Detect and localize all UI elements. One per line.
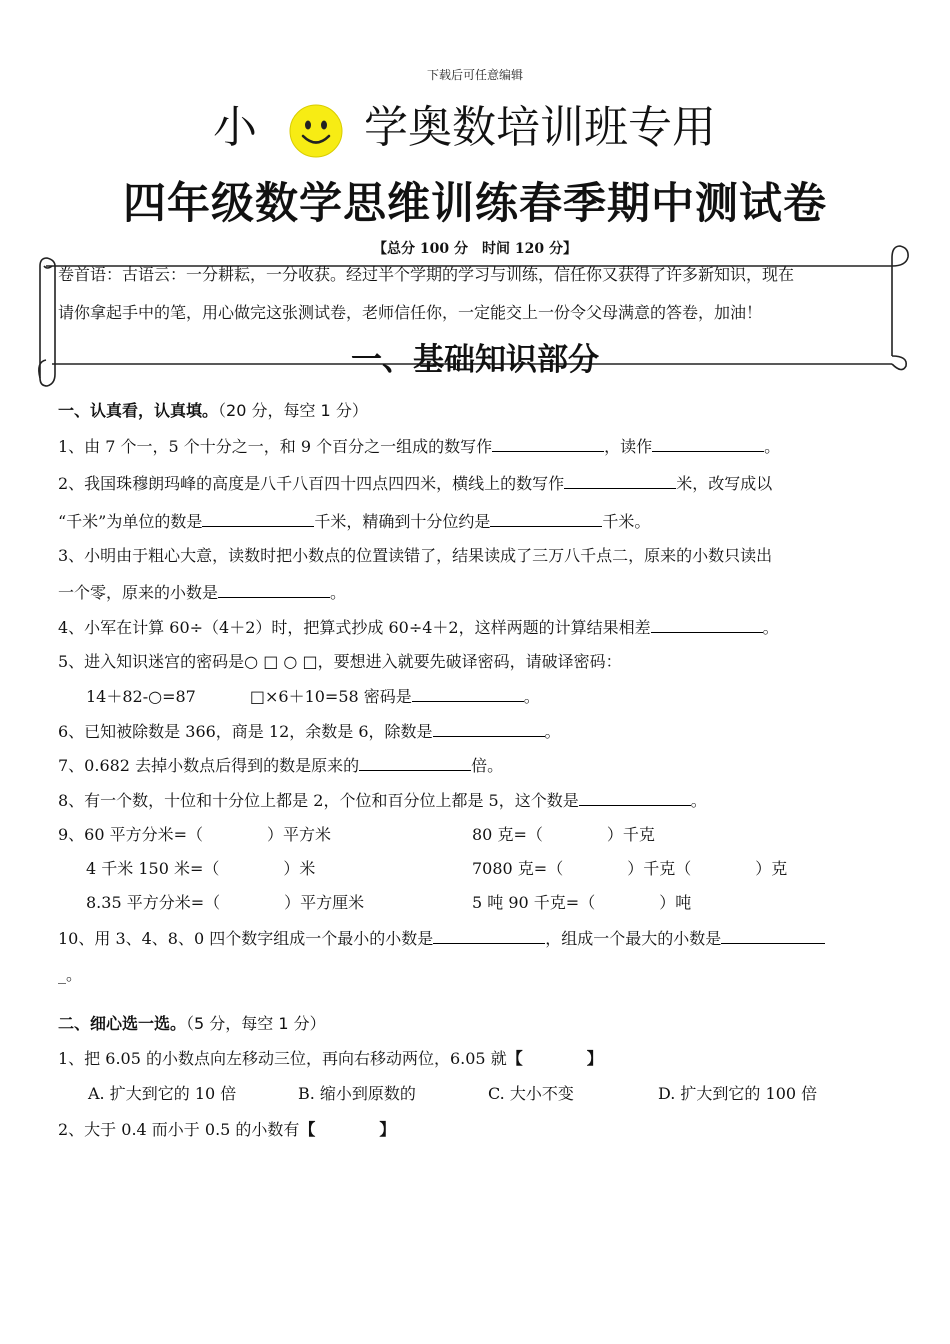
exam-title: 四年级数学思维训练春季期中测试卷 — [123, 179, 827, 229]
answer-blank[interactable] — [359, 756, 471, 771]
part1-heading — [58, 398, 368, 421]
answer-blank[interactable] — [564, 474, 676, 489]
top-note: 下载后可任意编辑 — [426, 68, 523, 82]
question-text: 。 — [690, 791, 707, 810]
part1-heading-note: （20 分，每空 1 分） — [218, 401, 368, 420]
brand-line — [0, 98, 950, 158]
question-text: 一个零，原来的小数是 — [58, 583, 219, 602]
brand-left-text: 小 — [213, 102, 257, 153]
answer-blank[interactable] — [651, 618, 763, 633]
question-10 — [58, 926, 825, 949]
question-text: 1、把 6.05 的小数点向左移动三位，再向右移动两位，6.05 就 — [58, 1049, 507, 1068]
question-6 — [58, 719, 561, 742]
part1-heading-text: 一、认真看，认真填。 — [58, 401, 219, 420]
question-text: 。 — [544, 722, 561, 741]
preface-line-2: 请你拿起手中的笔，用心做完这张测试卷，老师信任你，一定能交上一份令父母满意的答卷，加油！ — [58, 303, 763, 322]
question-9-row-2a: 4 千米 150 米=（ ）米 — [86, 859, 316, 878]
answer-blank[interactable] — [433, 929, 545, 944]
question-3-cont — [58, 580, 346, 603]
question-text: 10、用 3、4、8、0 四个数字组成一个最小的小数是 — [58, 929, 434, 948]
question-text: 。 — [762, 618, 779, 637]
preface-line-1: 卷首语：古语云：一分耕耘，一分收获。经过半个学期的学习与训练，信任你又获得了许多新知识，现在 — [58, 265, 795, 284]
question-text: □×6＋10=58 密码是 — [249, 687, 412, 706]
question-9-row-1b: 80 克=（ ）千克 — [472, 825, 655, 844]
question-text: 5、进入知识迷宫的密码是○ □ ○ □，要想进入就要先破译密码，请破译密码： — [58, 652, 622, 671]
choice-question-2 — [58, 1117, 395, 1140]
question-2 — [58, 471, 772, 494]
choice-option-c[interactable]: C. 大小不变 — [488, 1084, 574, 1103]
question-text: 8、有一个数，十位和十分位上都是 2，个位和百分位上都是 5，这个数是 — [58, 791, 579, 810]
question-text: 千米，精确到十分位约是 — [314, 512, 491, 531]
answer-blank[interactable] — [412, 687, 524, 702]
score-time-info: 【总分 100 分 时间 120 分】 — [373, 241, 577, 257]
question-text: 14＋82-○=87 — [86, 687, 196, 706]
question-9-row-1a: 9、60 平方分米=（ ）平方米 — [58, 825, 332, 844]
question-10-cont: _。 — [58, 965, 83, 984]
answer-blank[interactable] — [652, 437, 764, 452]
question-text: ，组成一个最大的小数是 — [545, 929, 722, 948]
question-text: 。 — [330, 583, 347, 602]
question-text: 6、已知被除数是 366，商是 12，余数是 6，除数是 — [58, 722, 433, 741]
question-1 — [58, 434, 780, 457]
question-text: 1、由 7 个一，5 个十分之一，和 9 个百分之一组成的数写作 — [58, 437, 493, 456]
answer-bracket[interactable]: 【 】 — [506, 1049, 603, 1068]
choice-option-b[interactable]: B. 缩小到原数的 — [298, 1084, 416, 1103]
question-7 — [58, 753, 503, 776]
question-text: 米，改写成以 — [676, 474, 773, 493]
question-2-cont — [58, 509, 650, 532]
answer-blank[interactable] — [721, 929, 825, 944]
answer-blank[interactable] — [579, 791, 691, 806]
part2-heading-text: 二、细心选一选。 — [58, 1014, 187, 1033]
question-text: 4、小军在计算 60÷（4＋2）时，把算式抄成 60÷4＋2，这样两题的计算结果相差 — [58, 618, 651, 637]
choice-question-1 — [58, 1046, 603, 1069]
question-text: 3、小明由于粗心大意，读数时把小数点的位置读错了，结果读成了三万八千点二，原来的小数只读出 — [58, 546, 773, 565]
smiley-face-icon — [289, 104, 343, 158]
question-text: 千米。 — [602, 512, 651, 531]
choice-option-a[interactable]: A. 扩大到它的 10 倍 — [88, 1084, 237, 1103]
answer-bracket[interactable]: 【 】 — [299, 1120, 396, 1139]
question-3 — [58, 543, 772, 566]
answer-blank[interactable] — [218, 583, 330, 598]
answer-blank[interactable] — [492, 437, 604, 452]
question-4 — [58, 615, 779, 638]
choice-option-d[interactable]: D. 扩大到它的 100 倍 — [658, 1084, 818, 1103]
part2-heading-note: （5 分，每空 1 分） — [186, 1014, 326, 1033]
answer-blank[interactable] — [202, 512, 314, 527]
question-text: 2、大于 0.4 而小于 0.5 的小数有 — [58, 1120, 300, 1139]
section-title-basics: 一、基础知识部分 — [351, 342, 599, 378]
question-text: 。 — [764, 437, 781, 456]
question-9-row-2b: 7080 克=（ ）千克（ ）克 — [472, 859, 788, 878]
part2-heading — [58, 1011, 326, 1034]
question-text: ，读作 — [604, 437, 653, 456]
question-text: “千米”为单位的数是 — [58, 512, 203, 531]
question-9-row-3a: 8.35 平方分米=（ ）平方厘米 — [86, 893, 365, 912]
question-5 — [58, 649, 622, 672]
question-text: 7、0.682 去掉小数点后得到的数是原来的 — [58, 756, 360, 775]
answer-blank[interactable] — [433, 722, 545, 737]
question-9-row-3b: 5 吨 90 千克=（ ）吨 — [472, 893, 692, 912]
answer-blank[interactable] — [490, 512, 602, 527]
question-text: 。 — [523, 687, 540, 706]
question-text: 倍。 — [471, 756, 504, 775]
question-text: 2、我国珠穆朗玛峰的高度是八千八百四十四点四四米，横线上的数写作 — [58, 474, 565, 493]
question-8 — [58, 788, 707, 811]
question-5-cont — [86, 684, 540, 707]
brand-right-text: 学奥数培训班专用 — [364, 102, 716, 153]
